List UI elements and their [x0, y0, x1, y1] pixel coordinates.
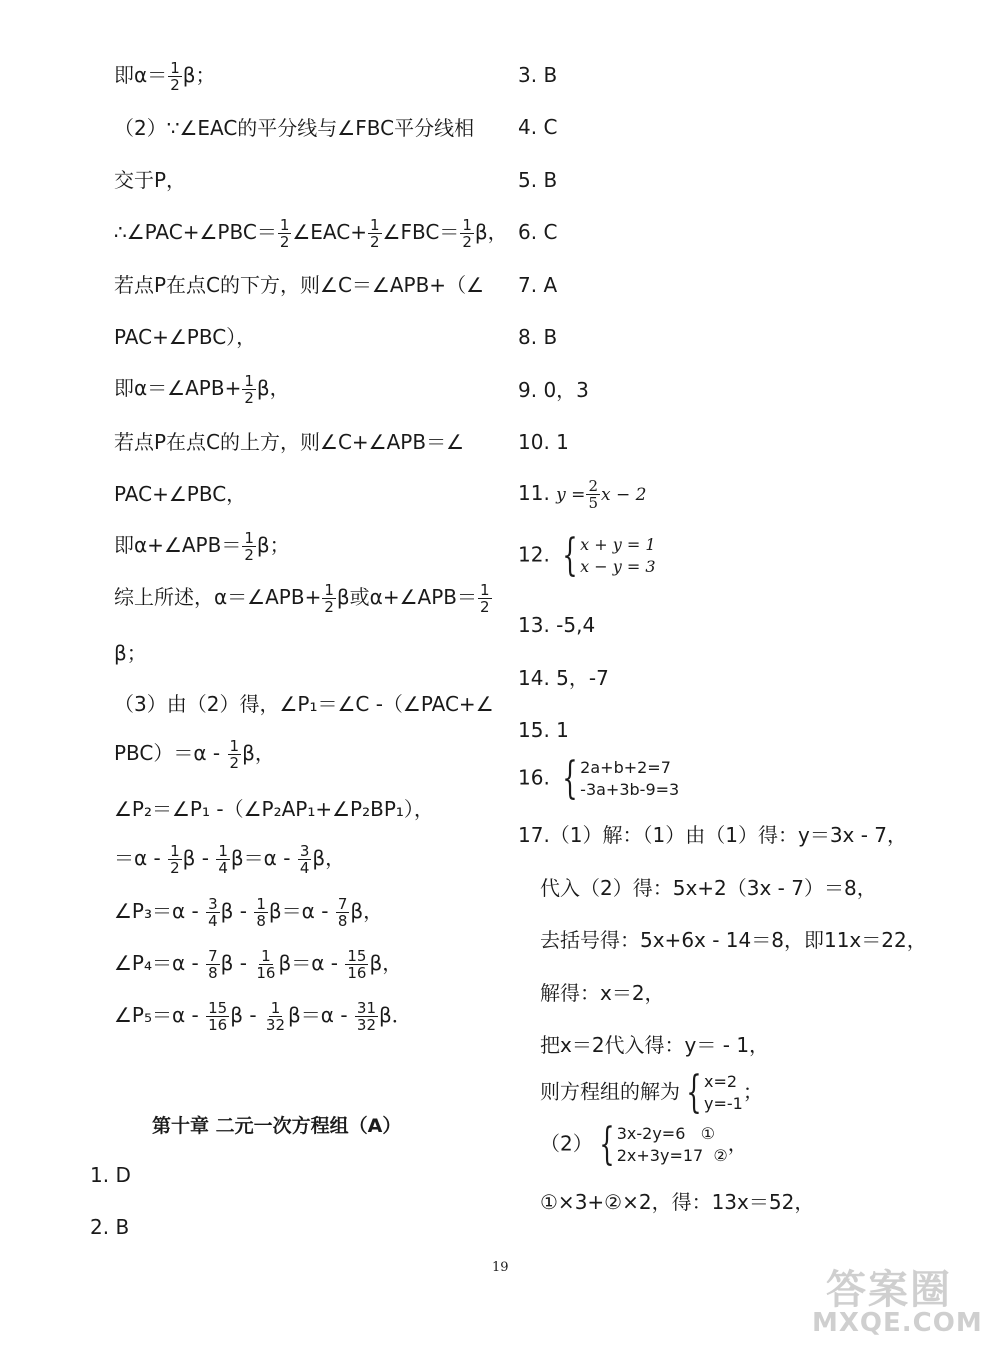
fraction: $\frac{31}{32}$	[356, 999, 376, 1034]
fraction: $\frac{1}{2}$	[229, 737, 240, 772]
answer-17-line-3: 去括号得：5x+6x - 14＝8，即11x＝22，	[540, 928, 927, 952]
answer-6: 6. C	[518, 220, 558, 244]
answer-16: 16. { 2a+b+2=7 -3a+3b-9=3	[518, 753, 680, 804]
watermark-url: MXQE.COM	[812, 1308, 983, 1338]
answer-17-line-4: 解得：x＝2，	[540, 981, 665, 1005]
answer-4: 4. C	[518, 115, 558, 139]
answer-7: 7. A	[518, 273, 558, 297]
line-pbc-alpha: PBC）＝α - $\frac{1}{2}$ β，	[114, 737, 275, 772]
line-pac-pbc-close: PAC+∠PBC），	[114, 325, 257, 349]
fraction: $\frac{1}{2}$	[279, 216, 290, 251]
line-p2-value: ＝α - $\frac{1}{2}$ β - $\frac{1}{4}$ β＝α - $\frac{3}{4}$ β，	[114, 842, 346, 877]
chapter-heading: 第十章 二元一次方程组（A）	[152, 1115, 402, 1137]
fraction: $\frac{1}{2}$	[369, 216, 380, 251]
answer-2: 2. B	[90, 1215, 130, 1239]
line-pac-pbc: PAC+∠PBC，	[114, 482, 247, 506]
line-p3: ∠P₃＝α - $\frac{3}{4}$ β - $\frac{1}{8}$ β＝α - $\frac{7}{8}$ β，	[114, 895, 384, 930]
answer-12: 12. { x + y = 1 x − y = 3	[518, 530, 656, 581]
fraction: $\frac{3}{4}$	[208, 895, 218, 930]
line-p5: ∠P₅＝α - $\frac{15}{16}$ β - $\frac{1}{32}$ β＝α - $\frac{31}{32}$ β．	[114, 999, 412, 1034]
equation-system: { 2a+b+2=7 -3a+3b-9=3	[562, 753, 680, 804]
answer-17-line-8: ①×3+②×2，得：13x＝52，	[540, 1190, 815, 1214]
fraction: $\frac{1}{2}$	[480, 581, 490, 616]
answer-17-line-2: 代入（2）得：5x+2（3x - 7）＝8，	[540, 876, 877, 900]
answer-17-line-1: 17.（1）解：（1）由（1）得：y＝3x - 7，	[518, 823, 908, 847]
fraction: $\frac{15}{16}$	[208, 999, 228, 1034]
line-p-below-c: 若点P在点C的下方，则∠C＝∠APB+（∠	[114, 273, 484, 297]
answer-9: 9. 0，3	[518, 378, 589, 402]
equation-system: { x + y = 1 x − y = 3	[562, 530, 656, 581]
line-beta: β；	[114, 641, 147, 665]
line-alpha-plus-apb: 即α+∠APB＝ $\frac{1}{2}$ β；	[114, 529, 290, 564]
equation-system: { 3x-2y=6 ① 2x+3y=17 ②	[599, 1119, 728, 1170]
fraction: $\frac{1}{32}$	[265, 999, 286, 1034]
line-p2: ∠P₂＝∠P₁ -（∠P₂AP₁+∠P₂BP₁），	[114, 797, 434, 821]
answer-5: 5. B	[518, 168, 558, 192]
answer-10: 10. 1	[518, 430, 569, 454]
line-part3-intro: （3）由（2）得，∠P₁＝∠C -（∠PAC+∠	[114, 692, 494, 716]
line-alpha-apb-half: 即α＝∠APB+ $\frac{1}{2}$ β，	[114, 372, 290, 407]
equation-system: { x=2 y=-1	[686, 1067, 743, 1118]
fraction: $\frac{1}{2}$	[324, 581, 334, 616]
watermark-logo: 答案圈	[826, 1267, 952, 1313]
answer-11: 11. y = $\frac{2}{5}$ x − 2	[518, 477, 647, 512]
fraction: $\frac{2}{5}$	[588, 477, 598, 512]
answer-17-part2: （2） { 3x-2y=6 ① 2x+3y=17 ② ，	[540, 1119, 748, 1170]
answer-15: 15. 1	[518, 718, 569, 742]
fraction: $\frac{1}{2}$	[244, 372, 254, 407]
fraction: $\frac{7}{8}$	[337, 895, 348, 930]
answer-3: 3. B	[518, 63, 558, 87]
line-pac-pbc-sum: ∴∠PAC+∠PBC＝ $\frac{1}{2}$ ∠EAC+ $\frac{1}{2}$ ∠FBC＝ $\frac{1}{2}$ β，	[114, 216, 508, 251]
line-intersect-p: 交于P，	[114, 168, 187, 192]
answer-17-solution: 则方程组的解为 { x=2 y=-1 ；	[540, 1067, 763, 1118]
fraction: $\frac{1}{4}$	[218, 842, 228, 877]
fraction: $\frac{1}{8}$	[256, 895, 266, 930]
fraction: $\frac{7}{8}$	[208, 947, 218, 982]
fraction: $\frac{3}{4}$	[299, 842, 310, 877]
page-number: 19	[492, 1260, 509, 1275]
line-part2-intro: （2）∵∠EAC的平分线与∠FBC平分线相	[114, 116, 475, 140]
answer-14: 14. 5，-7	[518, 666, 609, 690]
line-summary: 综上所述，α＝∠APB+ $\frac{1}{2}$ β或α+∠APB＝ $\frac{1}{2}$	[114, 581, 490, 616]
line-alpha-half-beta: 即α＝ $\frac{1}{2}$ β；	[114, 59, 216, 94]
line-p-above-c: 若点P在点C的上方，则∠C+∠APB＝∠	[114, 430, 464, 454]
fraction: $\frac{1}{2}$	[170, 59, 180, 94]
answer-17-line-5: 把x＝2代入得：y＝ - 1，	[540, 1033, 770, 1057]
fraction: $\frac{1}{2}$	[244, 529, 254, 564]
fraction: $\frac{1}{2}$	[170, 842, 180, 877]
line-p4: ∠P₄＝α - $\frac{7}{8}$ β - $\frac{1}{16}$ β＝α - $\frac{15}{16}$ β，	[114, 947, 403, 982]
fraction: $\frac{15}{16}$	[347, 947, 367, 982]
answer-1: 1. D	[90, 1163, 131, 1187]
answer-13: 13. -5,4	[518, 613, 596, 637]
fraction: $\frac{1}{16}$	[256, 947, 276, 982]
answer-8: 8. B	[518, 325, 558, 349]
fraction: $\frac{1}{2}$	[462, 216, 472, 251]
